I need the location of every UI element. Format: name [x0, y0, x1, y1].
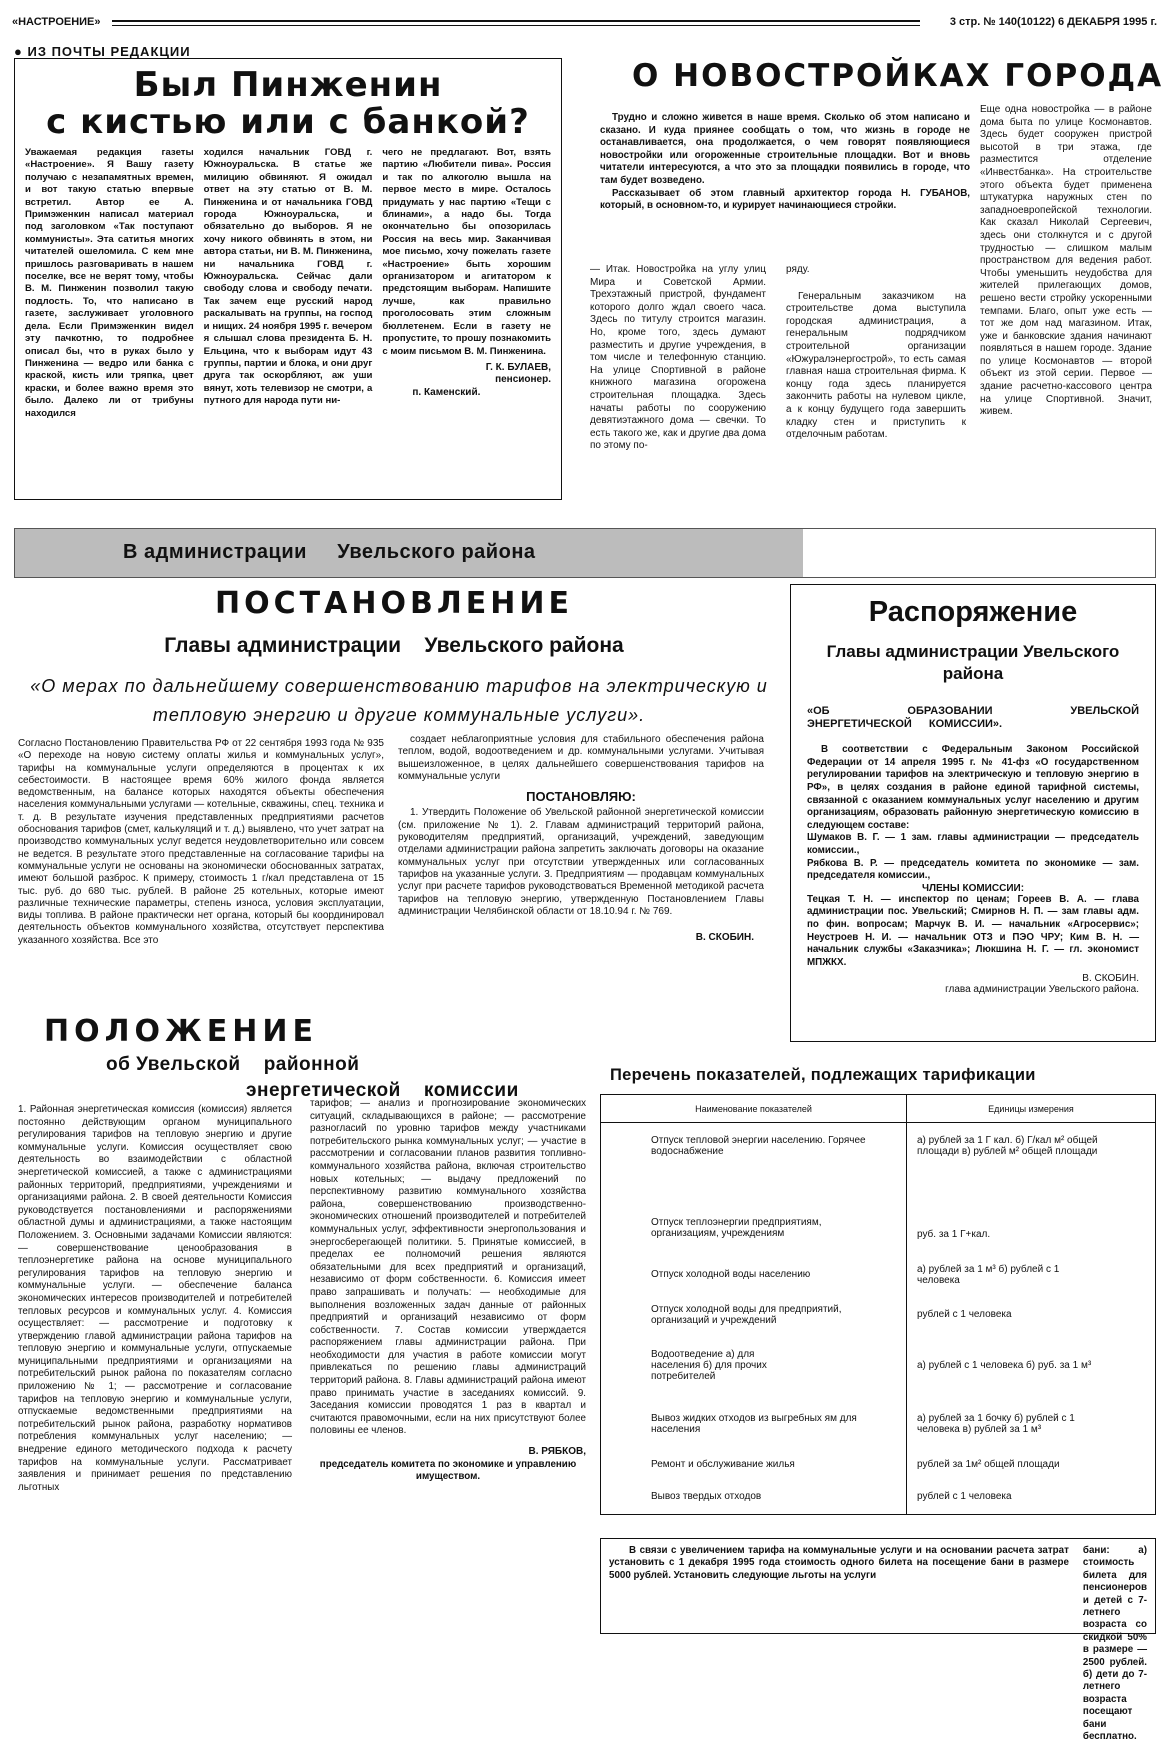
- notice-column-1: В связи с увеличением тарифа на коммунальные услуги и на основании расчета затрат установить с 1 декабря 1995 года стоимость одного билета на посещение бани в размере 5000 рублей. Установить следующие льготы на услуги: [609, 1545, 1069, 1581]
- postanovlenie-decree-head: ПОСТАНОВЛЯЮ:: [526, 789, 636, 805]
- rasporyazhenie-box: [790, 584, 1156, 1042]
- banner-title: В администрации Увельского района: [123, 541, 536, 563]
- postanovlenie-decree-items: 1. Утвердить Положение об Увельской районной энергетической комиссии (см. приложение № 1). 2. Главам администраций территорий района, руководителям предприятий, организаций, учреждений, заведующим отделами администрации района запретить заключать договоры на оказание коммунальных услуг при отсутствии утвержденных или согласованных тарифов на указанные услуги. 3. Предприятиям — продавцам коммунальных услуг при расчете тарифов руководствоваться Временной методикой расчета тарифов на тепловую энергию, утвержденную Постановлением Главы администрации Челябинской области от 18.10.94 г. № 769.: [398, 807, 764, 917]
- rasporyazhenie-member-1: Шумаков В. Г. — 1 зам. главы администрации — председатель комиссии.,: [807, 832, 1139, 856]
- letter-column-3: [382, 147, 551, 420]
- perechen-row-unit: а) рублей за 1 Г кал. б) Г/кал м² общей площади в) рублей м² общей площади: [917, 1135, 1098, 1157]
- rasporyazhenie-subtitle: Главы администрации Увельского района: [826, 642, 1120, 683]
- polozhenie-column-2-text: тарифов; — анализ и прогнозирование экономических ситуаций, складывающихся в районе; — рассмотрение разногласий по уровню тарифов между участниками потребительского рынка коммунальных услуг; — участие в рассмотрении и согласовании планов развития топливно-коммунального хозяйства района, включая строительство новых котельных; — выдачу предложений по перспективному развитию коммунального хозяйства района, совершенствованию производственно-экономических отношений производителей и потребителей коммунальных услуг, эффективности энергопользования и энергосберегающей политики. 5. Принятые комиссией, в пределах ее полномочий решения являются обязательными для всех предприятий и организаций, независимо от форм собственности. 6. Комиссия имеет право запрашивать и получать: — необходимые для выполнения возложенных задач данные от районных предприятий и организаций независимо от форм собственности. 7. Состав комиссии утверждается распоряжением главы администрации района. При необходимости для участия в работе комиссии могут привлекаться по решению главы администраций территорий района. 8. Главы администраций района имеют право принимать участие в заседаниях комиссий. 9. Заседания комиссии проводятся 1 раз в квартал и считаются правомочными, если на них присутствуют более половины ее членов.: [310, 1098, 586, 1437]
- polozhenie-title: ПОЛОЖЕНИЕ: [44, 1014, 318, 1049]
- rasporyazhenie-quote: «ОБ ОБРАЗОВАНИИ УВЕЛЬСКОЙ ЭНЕРГЕТИЧЕСКОЙ КОМИССИИ».: [807, 705, 1139, 730]
- perechen-header-row: [601, 1095, 1156, 1123]
- novostroyki-column-2: [786, 264, 966, 442]
- table-row: [601, 1255, 1156, 1295]
- novostroyki-lead: [600, 112, 970, 213]
- rasporyazhenie-signature: В. СКОБИН.: [1082, 973, 1139, 985]
- letter-rubric-label: ИЗ ПОЧТЫ РЕДАКЦИИ: [27, 44, 191, 59]
- perechen-row-unit: рублей за 1м² общей площади: [917, 1459, 1060, 1470]
- perechen-row-unit: руб. за 1 Г+кал.: [917, 1229, 991, 1240]
- notice-column-2: бани: а) стоимость билета для пенсионеров и детей с 7-летнего возраста со скидкой 50% в размере — 2500 рублей. б) дети до 7-летнего возраста посещают бани бесплатно.: [1082, 1545, 1148, 1743]
- novostroyki-column-2-b: Генеральным заказчиком на строительстве дома выступила городская администрация, а генеральным подрядчиком строительной организации «Южуралэнергострой», то есть самая главная наша строительная фирма. К концу года здесь планируется закончить работы на нулевом цикле, а к концу будущего года завершить кладку стен и приступить к отделочным работам.: [786, 290, 966, 441]
- letter-title-line1: Был Пинженин: [133, 65, 443, 105]
- novostroyki-lead-2: Рассказывает об этом главный архитектор города Н. ГУБАНОВ, который, в основном-то, и курирует начинающиеся стройки.: [600, 187, 970, 212]
- polozhenie-signature: В. РЯБКОВ,: [528, 1446, 586, 1458]
- letter-signature: Г. К. БУЛАЕВ,: [485, 361, 552, 373]
- letter-box: [14, 58, 562, 500]
- polozhenie-subtitle-2: энергетической комиссии: [246, 1080, 519, 1101]
- table-row: [601, 1397, 1156, 1451]
- letter-rubric: [14, 44, 191, 59]
- novostroyki-column-2-a: ряду.: [786, 264, 810, 275]
- table-row: [601, 1335, 1156, 1397]
- perechen-row-name: Отпуск теплоэнергии предприятиям, организациям, учреждениям: [601, 1201, 907, 1255]
- postanovlenie-column-1: Согласно Постановлению Правительства РФ от 22 сентября 1993 года № 935 «О переходе на новую систему оплаты жилья и коммунальных услуг», тарифы на коммунальные услуги определяются в процентах к их себестоимости. В настоящее время 60% жилого фонда является ведомственным, на балансе которых находятся объекты обеспечения населения коммунальными услугами — котельные, скважины, спец. техника и т. д. В результате изучения представленных предприятиями расчетов обоснования тарифов (смет, калькуляций и т. д.) выявлено, что учет затрат на производство коммунальных услуг ведется неудовлетворительно или совсем не ведется. В результате этого представленные на согласование тарифы на коммунальные услуги не основаны на экономически обоснованных затратах, имеют большой разброс. К примеру, стоимость 1 г/кал представлена от 15 тыс. руб. до 680 тыс. рублей. В районе 25 котельных, которые имеют различные технические параметры, степень износа, условия эксплуатации, виды топлива. В районе практически нет органа, который бы координировал деятельность объектов коммунального хозяйства, отсутствует перспектива указанного хозяйства. Все это: [18, 738, 384, 946]
- rasporyazhenie-title: Распоряжение: [868, 596, 1078, 628]
- novostroyki-column-3: Еще одна новостройка — в районе дома быта по улице Космонавтов. Здесь будет сооружен пристрой высотой в три этажа, где разместится отделение «Инвестбанка». На строительстве этого объекта будет применена штукатурка наружных стен по западноевропейской технологии. Как сказал Николай Сергеевич, здесь они столкнутся и с другой трудностью — слишком малым пространством для ведения работ. Чтобы уменьшить неудобства для жителей прилегающих домов, решено вести стройку ускоренными темпами. Благо, опыт уже есть — тот же дом над магазином. Итак, уже и банковские здания начинают появляться в нашем городе. Здание по улице Космонавтов — второй объект из этой серии. Первое — здание расчетно-кассового центра на улице Спортивной. Значит, живем.: [980, 104, 1152, 418]
- letter-column-2: ходился начальник ГОВД г. Южноуральска. В статье же милицию обвиняют. Я ожидал ответ на эту статью от В. М. Пинженина и от начальника ГОВД города Южноуральска, и обязательно до выборов. Я не хочу никого обвинять в этом, ни автора статьи, ни В. М. Пинженина, ни начальника ГОВД г. Южноуральска. Сейчас дали свободу слова и свободу печати. Так зачем еще русский народ раскалывать на группы, на господ и нищих. 24 ноября 1995 г. вечером я слышал слова президента Б. Н. Ельцина, что к выборам идут 43 группы, партии и блока, и они друг друга так оскорбляют, аж уши вянут, хоть телевизор не смотри, а путного для народа пути ни-: [203, 147, 373, 407]
- table-row: [601, 1201, 1156, 1255]
- postanovlenie-subtitle: Главы администрации Увельского района: [164, 634, 624, 657]
- perechen-row-unit: а) рублей за 1 бочку б) рублей с 1 человека в) рублей за 1 м³: [917, 1412, 1075, 1435]
- notice-box: [600, 1538, 1156, 1743]
- perechen-table: [600, 1094, 1156, 1515]
- postanovlenie-quote: «О мерах по дальнейшему совершенствованию тарифов на электрическую и тепловую энергию и другие коммунальные услуги».: [30, 676, 768, 725]
- masthead-issue-info: 3 стр. № 140(10122) 6 ДЕКАБРЯ 1995 г.: [949, 16, 1157, 28]
- rasporyazhenie-signature-role: глава администрации Увельского района.: [945, 984, 1139, 996]
- polozhenie-column-2: [310, 1098, 586, 1484]
- letter-column-3-text: чего не предлагают. Вот, взять партию «Любители пива». Россия и так по алкоголю вышла на первое место в мире. Осталось придумать у нас партию «Тещи с блинами», а надо бы. Тогда окончательно бы опозорилась Россия на весь мир. Заканчивая мое письмо, хочу пожелать газете «Настроение» быть хорошим организатором и агитатором к предстоящим выборам. Напишите лучше, как правильно проголосовать этим сложным бюллетенем. Если в газету не пропустите, то прошу познакомить с моим письмом В. М. Пинженина.: [382, 147, 552, 357]
- postanovlenie-column-2: [398, 734, 764, 944]
- rasporyazhenie-member-2: Рябкова В. Р. — председатель комитета по экономике — зам. председателя комиссии.,: [807, 857, 1139, 882]
- perechen-row-name: Вывоз жидких отходов из выгребных ям для населения: [601, 1397, 907, 1451]
- rasporyazhenie-body: В соответствии с Федеральным Законом Российской Федерации от 14 апреля 1995 г. № 41-фз «О государственном регулировании тарифов на электрическую и тепловую энергию в РФ», в целях создания в районе единой тарифной системы, связанной с оказанием коммунальных услуг населению и другим организациям, образовать районную энергетическую комиссию в следующем составе:: [807, 744, 1139, 831]
- perechen-row-name: Отпуск холодной воды для предприятий, организаций и учреждений: [601, 1295, 907, 1335]
- masthead-newspaper-name: «НАСТРОЕНИЕ»: [12, 16, 101, 28]
- letter-title-line2: с кистью или с банкой?: [46, 102, 530, 142]
- novostroyki-lead-1: Трудно и сложно живется в наше время. Сколько об этом написано и сказано. И куда приянее сообщать о том, что жизнь в городе не останавливается, она продолжается, о чем говорят появляющиеся новостройки или огороженные строительные площадки. Вот и вновь читатели интересуются, а что это за площадки появились в городе, что там будет возведено.: [600, 112, 970, 186]
- table-row: [601, 1295, 1156, 1335]
- letter-signature-place: п. Каменский.: [412, 386, 481, 398]
- postanovlenie-column-2-top: создает неблагоприятные условия для стабильного обеспечения района теплом, водой, водоотведением и др. коммунальными услугами. Учитывая вышеизложенное, в целях дальнейшего совершенствования тарифов на коммунальные услуги: [398, 734, 764, 782]
- perechen-row-unit: а) рублей за 1 м³ б) рублей с 1 человека: [917, 1263, 1060, 1286]
- section-banner: [14, 528, 1156, 578]
- table-row: [601, 1123, 1156, 1201]
- perechen-row-unit: рублей с 1 человека: [917, 1309, 1012, 1320]
- letter-signature-role: пенсионер.: [495, 374, 552, 386]
- polozhenie-signature-role: председатель комитета по экономике и управлению имуществом.: [319, 1458, 577, 1483]
- letter-column-1: Уважаемая редакция газеты «Настроение». Я Вашу газету получаю с незапамятных времен, и вот такую статью впервые встретил. Автор ее А. Примэженкин написал материал под заголовком «Так поступают коммунисты». Эта сатитья многих читателей ошеломила. С кем мне пришлось разговаривать в нашем поселке, все не верят тому, чтобы В. М. Пинженин позволил такую подлость. То, что написано в газете, заслуживает уголовного дела. Если Примэженкин видел эту пачкотню, то подробнее описал бы, что в руках было у Пинженина — ведро или банка с краской, кисть или тряпка, цвет краски, и более важно время это было. Далеко ли от трибуны находился: [25, 147, 194, 419]
- perechen-title: Перечень показателей, подлежащих тарификации: [610, 1066, 1036, 1084]
- perechen-row-name: Отпуск тепловой энергии населению. Горячее водоснабжение: [601, 1123, 907, 1201]
- postanovlenie-signature: В. СКОБИН.: [695, 932, 754, 944]
- perechen-row-unit: а) рублей с 1 человека б) руб. за 1 м³: [917, 1360, 1092, 1371]
- polozhenie-column-1: 1. Районная энергетическая комиссия (комиссия) является постоянно действующим органом муниципального регулирования тарифов на тепловую энергию и другие коммунальные услуги. Комиссия осуществляет свою деятельность во взаимодействии с областной энергетической комиссией, а также с администрациями районных территорий, предприятиями, учреждениями и организациями района. 2. В своей деятельности Комиссия руководствуется постановлениями и распоряжениями областной думы и администрациями, а также настоящим Положением. 3. Основными задачами Комиссии являются: — совершенствование ценообразования в теплоэнергетике района на основе муниципального регулирования тарифов на тепловую энергию и коммунальные услуги. — обеспечение баланса экономических интересов производителей и потребителей тепловых ресурсов и коммунальных услуг. 4. Комиссия осуществляет: — рассмотрение и подготовку к утверждению главой администрации района тарифов на тепловую энергию и коммунальные услуги, отпускаемые муниципальными предприятиями и организациями на потребительский рынок района по показателям согласно приложению № 1; — рассмотрение и согласование тарифов на тепловую энергию и коммунальные услуги, отпускаемые ведомственными предприятиями на потребительский рынок района, разработку нормативов потребления коммунальных услуг населению; — внедрение единого методического подхода к расчету тарифов на коммунальные услуги. Рассматривает заявления и принимает решения по представлению льготных: [18, 1104, 292, 1493]
- perechen-col1-header: Наименование показателей: [601, 1095, 907, 1123]
- table-row: [601, 1451, 1156, 1479]
- perechen-row-name: Ремонт и обслуживание жилья: [601, 1451, 907, 1479]
- novostroyki-title: О НОВОСТРОЙКАХ ГОРОДА: [632, 58, 1164, 94]
- masthead: [12, 16, 1157, 32]
- rasporyazhenie-members-head: ЧЛЕНЫ КОМИССИИ:: [921, 882, 1025, 894]
- banner-right-block: [803, 529, 1155, 577]
- rasporyazhenie-members: Тецкая Т. Н. — инспектор по ценам; Гореев В. А. — глава администрации пос. Увельский; Смирнов Н. П. — зам главы адм. по фин. вопросам; Марчук В. И. — начальник «Агросервис»; Неустроев Н. И. — начальник ОТЗ и ПЭО ЧРУ; Ким В. Н. — начальник службы «Заказчика»; Люкшина Н. Г. — гл. экономист МПЖКХ.: [807, 893, 1139, 968]
- perechen-row-name: Отпуск холодной воды населению: [601, 1255, 907, 1295]
- novostroyki-column-1: — Итак. Новостройка на углу улиц Мира и Советской Армии. Трехэтажный пристрой, фундамент которого долго ждал своего часа. Здесь по титулу строится магазин. Но, кроме того, здесь думают разместить и другие учреждения, в том числе и телефонную станцию. На улице Спортивной в районе книжного магазина огорожена строительная площадка. Здесь начаты работы по сооружению девятиэтажного дома — свечки. То есть такого же, как и другие два дома по этому по-: [590, 264, 766, 452]
- perechen-row-unit: рублей с 1 человека: [917, 1490, 1012, 1502]
- masthead-rule: [112, 20, 920, 26]
- postanovlenie-title: ПОСТАНОВЛЕНИЕ: [215, 586, 573, 621]
- table-row: [601, 1479, 1156, 1515]
- polozhenie-subtitle-1: об Увельской районной: [106, 1054, 360, 1075]
- perechen-row-name: Водоотведение а) для населения б) для прочих потребителей: [601, 1335, 907, 1397]
- perechen-row-name: Вывоз твердых отходов: [601, 1479, 907, 1515]
- bullet-icon: ●: [14, 44, 23, 59]
- perechen-col2-header: Единицы измерения: [907, 1095, 1156, 1123]
